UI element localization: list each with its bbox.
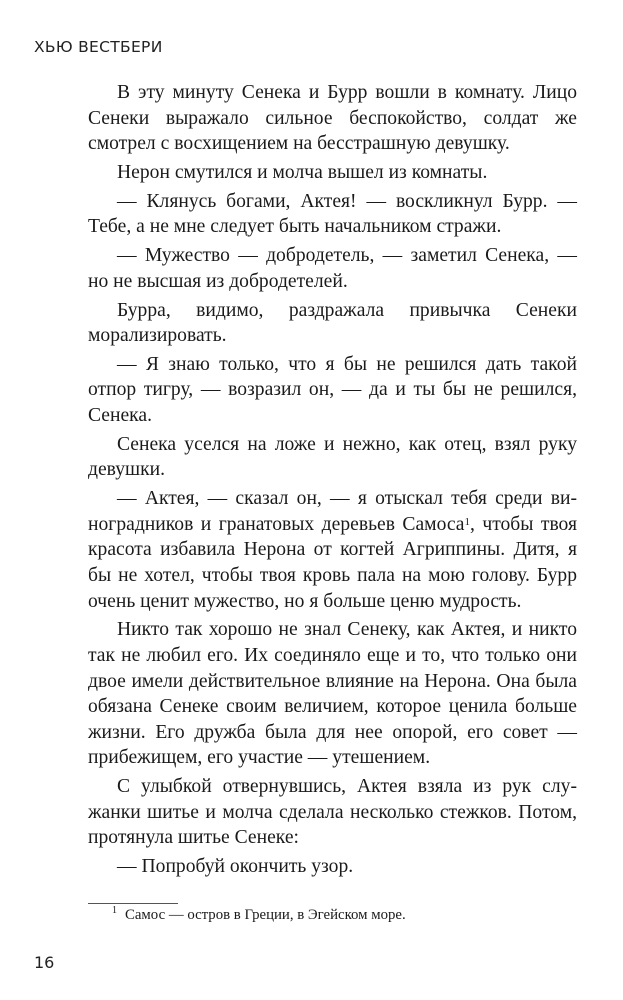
page-number: 16 bbox=[34, 953, 55, 972]
paragraph: — Мужество — добродетель, — заметил Сенека, — но не высшая из добродетелей. bbox=[88, 245, 577, 292]
footnote-divider bbox=[88, 903, 178, 904]
paragraph: Нерон смутился и молча вышел из комнаты. bbox=[117, 161, 488, 183]
paragraph: — Я знаю только, что я бы не решился дать такой отпор тигру, — возразил он, — да и ты бы не решился, Сенека. bbox=[88, 353, 577, 427]
paragraph: Никто так хорошо не знал Сенеку, как Актея, и никто так не любил его. Их соединяло еще и то, что только они двое имели действительное влияние на Нерона. Она была обязана Сенеке своим величием, которое ценила больше жизни. Его дружба была для нее опорой, его совет — прибежищем, его участие — утешением. bbox=[88, 619, 577, 769]
running-header: ХЬЮ ВЕСТБЕРИ bbox=[34, 38, 163, 56]
footnote bbox=[112, 907, 582, 924]
footnote-mark: 1 bbox=[112, 905, 117, 916]
paragraph: Сенека уселся на ложе и нежно, как отец, взял руку девушки. bbox=[88, 433, 577, 481]
footnote-reference: 1 bbox=[464, 515, 470, 528]
paragraph: Бурра, видимо, раздражала привычка Сенеки морализировать. bbox=[88, 299, 577, 347]
paragraph: — Клянусь богами, Актея! — воскликнул Бурр. — Тебе, а не мне следует быть начальником стражи. bbox=[88, 190, 577, 238]
paragraph: С улыбкой отвернувшись, Актея взяла из рук служанки шитье и молча сделала несколько стежков. Потом, протянула шитье Сенеке: bbox=[88, 776, 577, 849]
paragraph-text: — Актея, — сказал он, — я отыскал тебя среди виноградников и гранатовых деревьев Самоса bbox=[88, 488, 577, 535]
paragraph: В эту минуту Сенека и Бурр вошли в комнату. Лицо Сенеки выражало сильное беспокойство, солдат же смотрел с восхищением на бесстрашную девушку. bbox=[88, 82, 577, 155]
paragraph: — Попробуй окончить узор. bbox=[117, 856, 354, 878]
paragraph-text: , чтобы твоя красота избавила Нерона от когтей Агриппины. Дитя, я бы не хотел, чтобы твоя кровь пала на мою голову. Бурр очень ценит мужество, но я больше ценю мудрость. bbox=[88, 513, 577, 612]
paragraph-with-footnote bbox=[88, 486, 577, 614]
footnote-text: Самос — остров в Греции, в Эгейском море. bbox=[125, 907, 406, 923]
main-text bbox=[88, 80, 577, 880]
